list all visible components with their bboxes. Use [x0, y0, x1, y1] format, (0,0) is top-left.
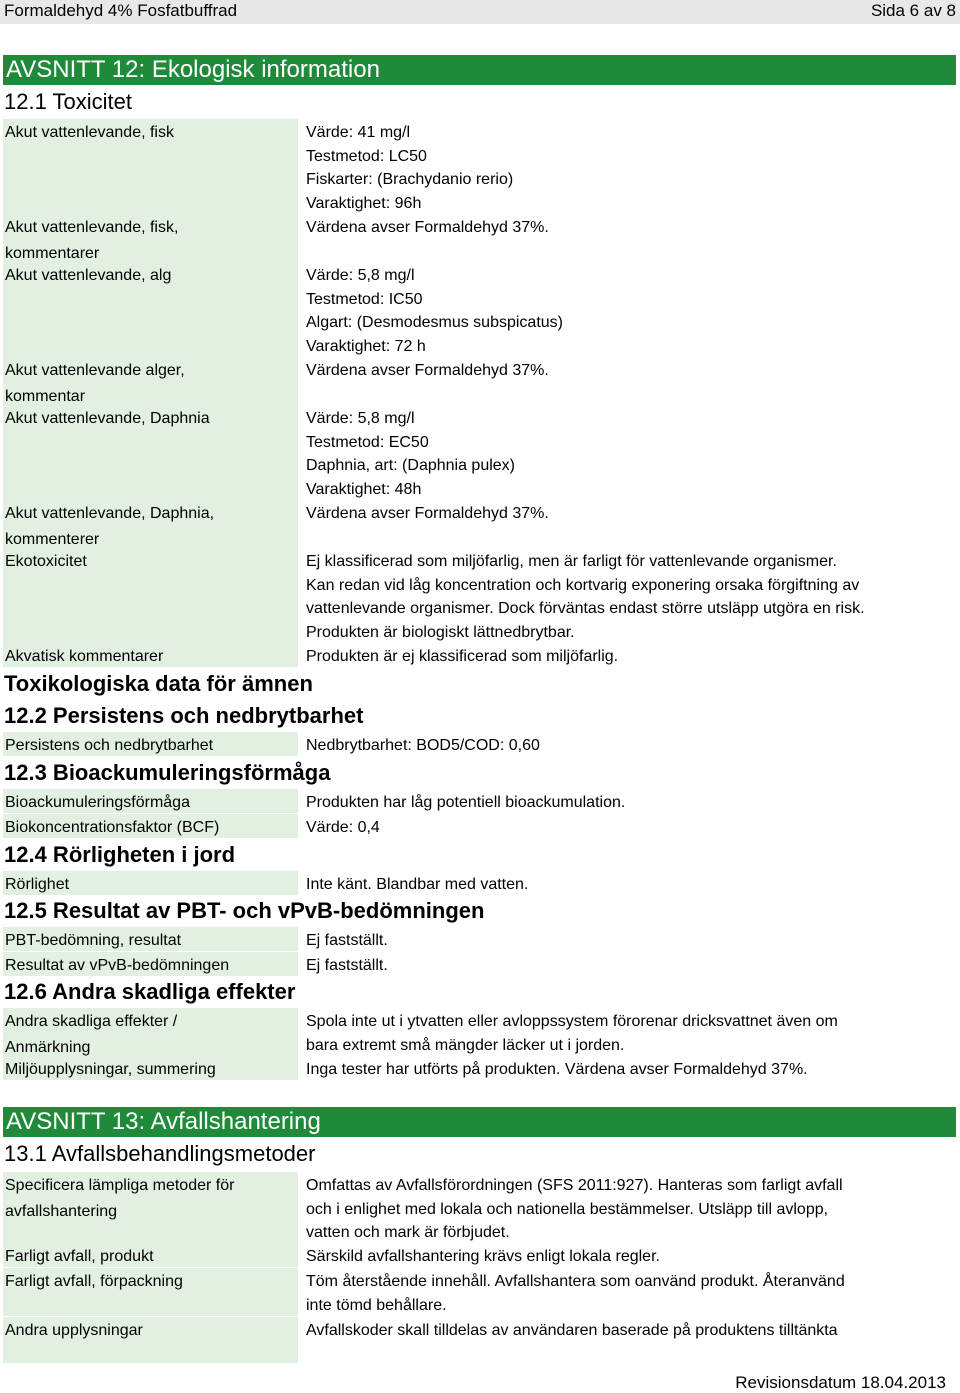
table-row [3, 927, 956, 951]
row-label-line: PBT-bedömning, resultat [5, 932, 182, 949]
row-label [3, 814, 298, 838]
row-value [306, 1172, 946, 1245]
row-label-line: Akut vattenlevande, Daphnia, [5, 505, 215, 522]
row-value-line: Produkten är ej klassificerad som miljöfarlig. [306, 648, 619, 665]
row-value-line: Inte känt. Blandbar med vatten. [306, 876, 529, 893]
row-value-line: Särskild avfallshantering krävs enligt lokala regler. [306, 1248, 660, 1265]
row-value-line: inte tömd behållare. [306, 1296, 447, 1314]
row-value-line: Varaktighet: 96h [306, 194, 422, 212]
row-value-line: Varaktighet: 72 h [306, 337, 426, 355]
row-label-line: Miljöupplysningar, summering [5, 1061, 216, 1078]
table-row [3, 119, 956, 214]
row-value [306, 357, 946, 383]
row-label [3, 548, 298, 643]
subsection-13-1-title: 13.1 Avfallsbehandlingsmetoder [4, 1141, 316, 1166]
row-label-line: Akut vattenlevande alger, [5, 362, 185, 379]
row-value [306, 732, 946, 758]
row-label-line: Akvatisk kommentarer [5, 648, 164, 665]
row-label [3, 643, 298, 667]
row-label-line: Anmärkning [5, 1038, 91, 1056]
row-label [3, 1056, 298, 1080]
row-label [3, 927, 298, 951]
row-label-line: Akut vattenlevande, fisk [5, 124, 174, 141]
table-row [3, 789, 956, 813]
row-label-line: Biokoncentrationsfaktor (BCF) [5, 819, 220, 836]
row-value-line: Ej fastställt. [306, 932, 388, 949]
subsection-12-1-title: 12.1 Toxicitet [4, 89, 133, 114]
row-value-line: Algart: (Desmodesmus subspicatus) [306, 314, 563, 331]
row-label [3, 1317, 298, 1363]
row-value-line: Produkten har låg potentiell bioackumulation. [306, 794, 626, 811]
row-value [306, 1317, 946, 1343]
row-value-line: Testmetod: IC50 [306, 290, 423, 308]
section-12-header [3, 55, 956, 85]
row-label-line: Persistens och nedbrytbarhet [5, 737, 214, 754]
row-label [3, 871, 298, 895]
row-value [306, 214, 946, 240]
row-value [306, 1008, 946, 1057]
row-label-line: kommenterer [5, 530, 100, 548]
row-value-line: Värdena avser Formaldehyd 37%. [306, 219, 549, 236]
toxicological-data-heading: Toxikologiska data för ämnen [4, 671, 313, 696]
row-label [3, 405, 298, 500]
subsection-12-2-title: 12.2 Persistens och nedbrytbarhet [4, 703, 364, 728]
row-label [3, 262, 298, 357]
row-value [306, 405, 946, 501]
document-title: Formaldehyd 4% Fosfatbuffrad [4, 1, 238, 20]
row-label-line: kommentarer [5, 244, 100, 262]
row-value [306, 1243, 946, 1269]
row-value-line: bara extremt små mängder läcker ut i jorden. [306, 1036, 625, 1054]
row-value-line: Avfallskoder skall tilldelas av användaren baserade på produktens tilltänkta [306, 1322, 838, 1339]
row-value-line: Inga tester har utförts på produkten. Värdena avser Formaldehyd 37%. [306, 1061, 808, 1078]
table-row [3, 548, 956, 643]
row-value-line: Värde: 5,8 mg/l [306, 267, 415, 284]
row-value-line: Nedbrytbarhet: BOD5/COD: 0,60 [306, 737, 540, 754]
table-row [3, 214, 956, 262]
revision-date: Revisionsdatum 18.04.2013 [735, 1373, 946, 1392]
row-label-line: Farligt avfall, produkt [5, 1248, 154, 1265]
table-row [3, 643, 956, 667]
row-label [3, 214, 298, 262]
row-value-line: Produkten är biologiskt lättnedbrytbar. [306, 623, 575, 641]
row-value-line: Varaktighet: 48h [306, 480, 422, 498]
row-label-line: Resultat av vPvB-bedömningen [5, 957, 230, 974]
row-value [306, 548, 946, 644]
subsection-12-4-title: 12.4 Rörligheten i jord [4, 842, 236, 867]
subsection-12-3-title: 12.3 Bioackumuleringsförmåga [4, 760, 331, 785]
table-row [3, 262, 956, 357]
row-label-line: Ekotoxicitet [5, 553, 87, 570]
row-label-line: avfallshantering [5, 1202, 118, 1220]
subsection-12-6-title: 12.6 Andra skadliga effekter [4, 979, 296, 1004]
row-label-line: Farligt avfall, förpackning [5, 1273, 183, 1290]
row-value-line: vatten och mark är förbjudet. [306, 1224, 510, 1241]
row-value-line: Kan redan vid låg koncentration och kortvarig exponering orsaka förgiftning av [306, 576, 860, 594]
row-value-line: Testmetod: EC50 [306, 433, 429, 451]
section-13-title: AVSNITT 13: Avfallshantering [6, 1108, 321, 1135]
row-value-line: Värde: 5,8 mg/l [306, 410, 415, 427]
row-value-line: Fiskarter: (Brachydanio rerio) [306, 171, 514, 188]
page-header [0, 0, 960, 24]
table-row [3, 1056, 956, 1080]
row-label [3, 1008, 298, 1056]
row-value [306, 1268, 946, 1317]
table-row [3, 871, 956, 895]
row-label-line: Andra upplysningar [5, 1322, 143, 1339]
table-row [3, 1008, 956, 1056]
row-value [306, 643, 946, 669]
page-number: Sida 6 av 8 [870, 1, 956, 20]
row-label-line: Rörlighet [5, 876, 70, 893]
row-value-line: Daphnia, art: (Daphnia pulex) [306, 457, 516, 474]
row-label [3, 357, 298, 405]
row-value [306, 814, 946, 840]
row-label-line: Specificera lämpliga metoder för [5, 1177, 235, 1194]
subsection-12-5-title: 12.5 Resultat av PBT- och vPvB-bedömningen [4, 898, 485, 923]
row-value-line: Töm återstående innehåll. Avfallshantera som oanvänd produkt. Återanvänd [306, 1273, 845, 1290]
row-value [306, 871, 946, 897]
row-value [306, 500, 946, 526]
row-label [3, 1172, 298, 1243]
table-row [3, 500, 956, 548]
row-label-line: Akut vattenlevande, Daphnia [5, 410, 210, 427]
row-value-line: Testmetod: LC50 [306, 147, 427, 165]
row-value-line: Ej fastställt. [306, 957, 388, 974]
row-value-line: Värde: 0,4 [306, 819, 380, 836]
row-value [306, 789, 946, 815]
table-row [3, 1172, 956, 1243]
row-value-line: Ej klassificerad som miljöfarlig, men är farligt för vattenlevande organismer. [306, 553, 837, 570]
row-value-line: Spola inte ut i ytvatten eller avloppssystem förorenar dricksvattnet även om [306, 1013, 838, 1030]
row-label [3, 500, 298, 548]
table-row [3, 1268, 956, 1316]
row-label [3, 1243, 298, 1267]
table-row [3, 732, 956, 756]
section-13-header [3, 1107, 956, 1137]
row-value-line: Omfattas av Avfallsförordningen (SFS 2011:927). Hanteras som farligt avfall [306, 1177, 843, 1194]
row-value [306, 952, 946, 978]
row-label [3, 732, 298, 756]
row-value-line: Värdena avser Formaldehyd 37%. [306, 362, 549, 379]
table-row [3, 357, 956, 405]
row-label-line: Akut vattenlevande, fisk, [5, 219, 179, 236]
row-value-line: Värdena avser Formaldehyd 37%. [306, 505, 549, 522]
row-label-line: Bioackumuleringsförmåga [5, 794, 190, 811]
row-label-line: Andra skadliga effekter / [5, 1013, 178, 1030]
table-row [3, 1243, 956, 1267]
table-row [3, 952, 956, 976]
table-row [3, 1317, 956, 1363]
table-row [3, 814, 956, 838]
table-row [3, 405, 956, 500]
row-label [3, 789, 298, 813]
row-value [306, 119, 946, 215]
row-label-line: Akut vattenlevande, alg [5, 267, 172, 284]
section-12-title: AVSNITT 12: Ekologisk information [6, 56, 380, 83]
row-value [306, 1056, 946, 1082]
row-label-line: kommentar [5, 387, 86, 405]
row-value-line: Värde: 41 mg/l [306, 124, 411, 141]
row-value-line: och i enlighet med lokala och nationella bestämmelser. Utsläpp till avlopp, [306, 1200, 829, 1218]
row-value-line: vattenlevande organismer. Dock förväntas endast större utsläpp utgöra en risk. [306, 600, 865, 617]
row-label [3, 119, 298, 214]
row-label [3, 952, 298, 976]
row-value [306, 262, 946, 358]
row-label [3, 1268, 298, 1316]
row-value [306, 927, 946, 953]
